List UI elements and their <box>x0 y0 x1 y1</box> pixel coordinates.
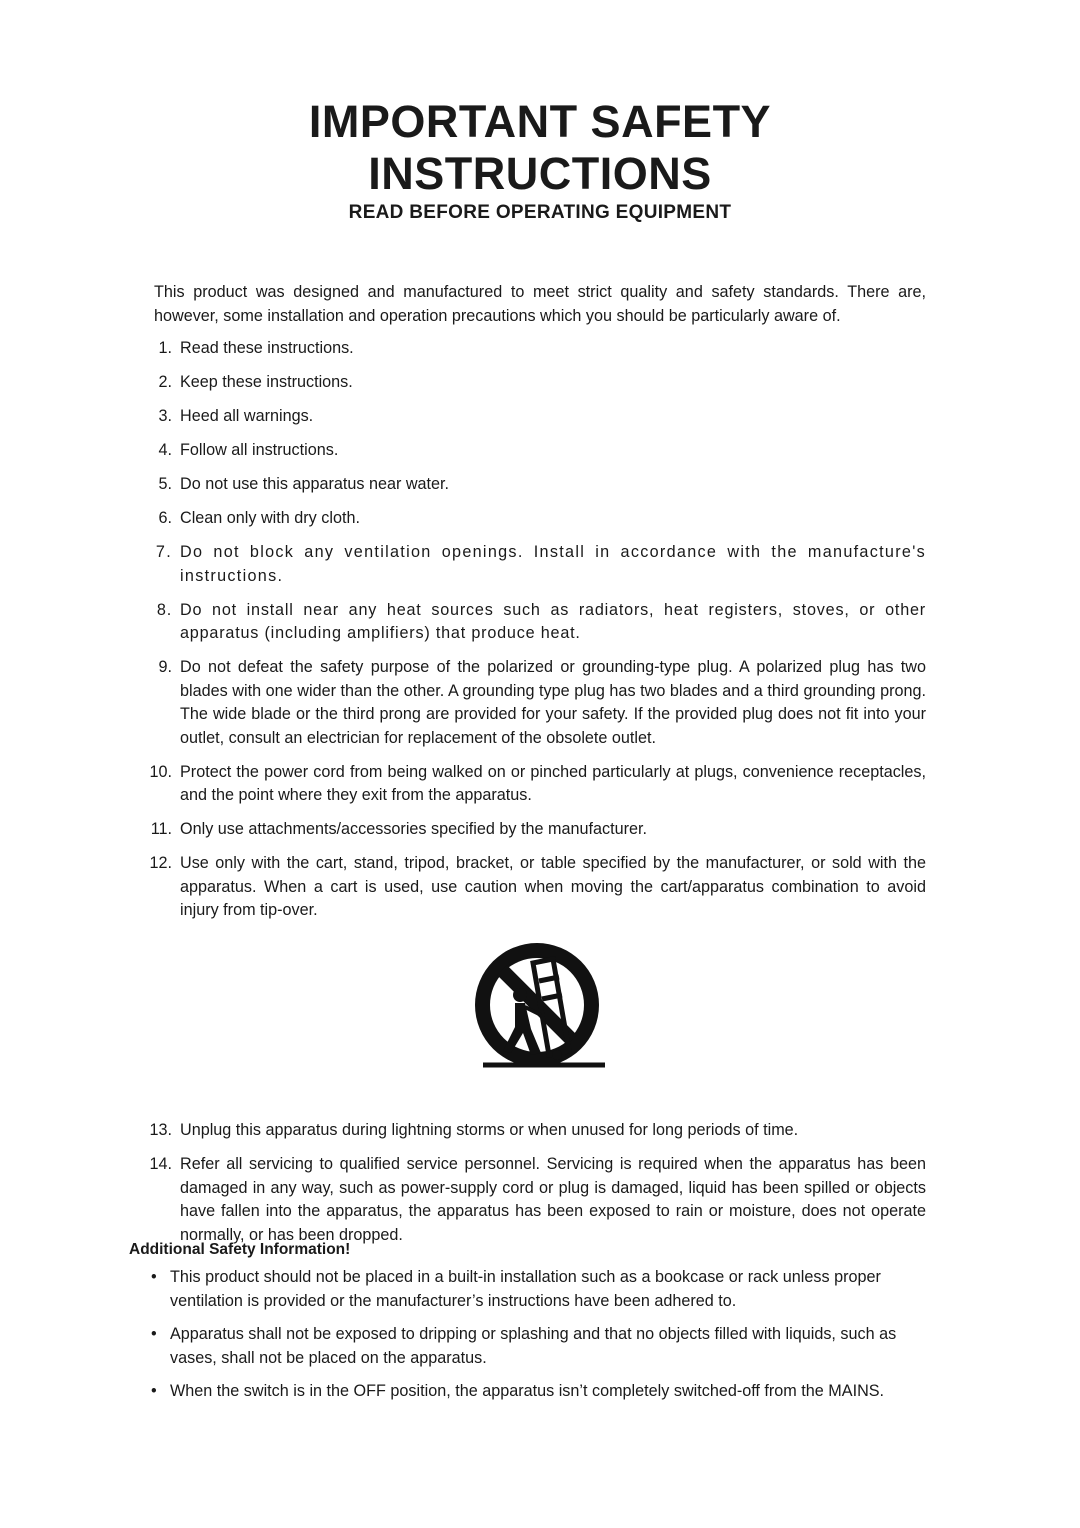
item-text: Do not use this apparatus near water. <box>180 475 450 493</box>
item-text: Heed all warnings. <box>180 407 314 425</box>
item-text: Do not defeat the safety purpose of the polarized or grounding-type plug. A polarized plug has two blades with one wider than the other. A grounding type plug has two blades and a third grounding prong. The wide blade or the third prong are provided for your safety. If the provided plug does not fit into your outlet, consult an electrician for replacement of the obsolete outlet. <box>180 658 926 747</box>
item-number: 11. <box>150 820 172 838</box>
list-item <box>154 439 926 463</box>
cart-tip-over-warning-icon <box>465 941 613 1081</box>
additional-safety-list <box>151 1266 926 1414</box>
list-item <box>149 1153 926 1247</box>
item-text: Protect the power cord from being walked on or pinched particularly at plugs, convenience receptacles, and the point where they exit from the apparatus. <box>180 762 926 804</box>
intro-paragraph: This product was designed and manufactured to meet strict quality and safety standards. There are, however, some installation and operation precautions which you should be particularly aware of. <box>154 283 926 325</box>
bullet-text: This product should not be placed in a built-in installation such as a bookcase or rack unless proper ventilation is provided or the manufacturer’s instructions have been adhered to. <box>170 1268 881 1310</box>
list-item <box>154 371 926 395</box>
item-number: 5. <box>158 475 172 493</box>
item-number: 1. <box>158 339 172 357</box>
title-line-1: IMPORTANT SAFETY <box>308 96 772 147</box>
bullet-text: Apparatus shall not be exposed to dripping or splashing and that no objects filled with liquids, such as vases, shall not be placed on the apparatus. <box>170 1325 897 1367</box>
bullet-icon: • <box>151 1268 157 1286</box>
item-number: 10. <box>149 762 172 781</box>
instructions-body <box>149 281 926 1258</box>
list-item <box>149 761 926 808</box>
list-item <box>154 405 926 429</box>
item-number: 13. <box>149 1121 172 1139</box>
item-number: 8. <box>156 600 172 619</box>
item-number: 7. <box>155 543 172 561</box>
list-item <box>154 599 926 646</box>
list-item <box>154 507 926 531</box>
list-item <box>154 541 926 588</box>
page-title <box>0 96 1080 200</box>
icon-container <box>154 933 926 1119</box>
item-text: Refer all servicing to qualified service personnel. Servicing is required when the apparatus has been damaged in any way, such as power-supply cord or plug is damaged, liquid has been spilled or objects have fallen into the apparatus, the apparatus has been exposed to rain or moisture, does not operate normally, or has been dropped. <box>180 1155 926 1244</box>
item-text: Use only with the cart, stand, tripod, bracket, or table specified by the manufacturer, or sold with the apparatus. When a cart is used, use caution when moving the cart/apparatus combination to avoid injury from tip-over. <box>180 854 926 919</box>
list-item <box>151 1380 926 1404</box>
title-line-2: INSTRUCTIONS <box>368 148 712 199</box>
item-text: Read these instructions. <box>180 339 354 357</box>
bullet-icon: • <box>151 1382 157 1400</box>
bullet-text: When the switch is in the OFF position, the apparatus isn’t completely switched-off from the MAINS. <box>170 1382 885 1400</box>
item-text: Clean only with dry cloth. <box>180 509 360 527</box>
item-number: 14. <box>149 1155 172 1173</box>
item-text: Do not install near any heat sources such as radiators, heat registers, stoves, or other apparatus (including amplifiers) that produce heat. <box>180 600 926 642</box>
instructions-list-continued <box>149 1119 926 1247</box>
item-text: Do not block any ventilation openings. Install in accordance with the manufacture's instructions. <box>180 543 926 585</box>
list-item <box>151 1323 926 1370</box>
list-item <box>150 818 926 842</box>
list-item <box>149 852 926 923</box>
item-number: 4. <box>158 441 172 459</box>
item-text: Keep these instructions. <box>180 373 353 391</box>
item-number: 3. <box>158 407 172 425</box>
bullet-icon: • <box>151 1325 157 1343</box>
item-number: 2. <box>158 373 172 391</box>
instructions-list <box>149 337 926 923</box>
item-number: 9. <box>158 658 172 676</box>
list-item <box>149 1119 926 1143</box>
item-text: Unplug this apparatus during lightning storms or when unused for long periods of time. <box>180 1121 799 1139</box>
list-item <box>151 1266 926 1313</box>
item-text: Follow all instructions. <box>180 441 339 459</box>
list-item <box>154 656 926 750</box>
item-text: Only use attachments/accessories specified by the manufacturer. <box>180 820 647 838</box>
list-item <box>154 337 926 361</box>
additional-safety-heading: Additional Safety Information! <box>129 1241 351 1258</box>
list-item <box>154 473 926 497</box>
page-subtitle: READ BEFORE OPERATING EQUIPMENT <box>348 202 732 223</box>
item-number: 12. <box>149 854 172 872</box>
item-number: 6. <box>158 509 172 527</box>
